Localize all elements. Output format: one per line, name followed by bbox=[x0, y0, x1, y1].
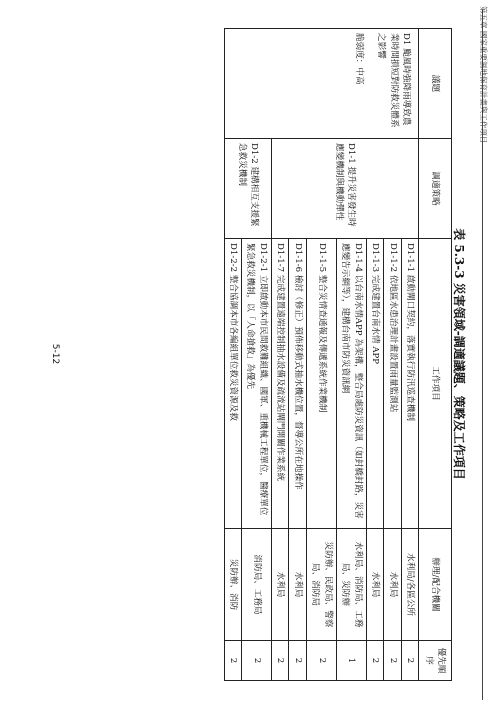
work-item: D1-1-5 整合災情查通報及傳遞系統作業機制 bbox=[306, 239, 336, 529]
header-row bbox=[419, 29, 452, 681]
table-caption: 表 5.3-3 災害領域-調適議題、策略及工作項目 bbox=[452, 228, 466, 480]
priority-cell: 1 bbox=[336, 641, 366, 681]
priority-cell: 2 bbox=[289, 641, 306, 681]
strategy-cell: D1-2 建構相互支援緊急救災機制 bbox=[224, 139, 271, 239]
strategy-cell: D1-1 提升災害發生時應變機制與機動彈性 bbox=[271, 139, 418, 239]
issue-cell bbox=[224, 29, 418, 139]
agency-cell: 水利局、消防局、工務局、災防辦 bbox=[336, 529, 366, 641]
priority-cell: 2 bbox=[401, 641, 418, 681]
agency-cell: 消防局、工務局 bbox=[242, 529, 272, 641]
header-agency: 辦理/配合機關 bbox=[419, 529, 452, 641]
priority-cell: 2 bbox=[306, 641, 336, 681]
agency-cell: 水利局/各區公所 bbox=[401, 529, 418, 641]
work-item: D1-1-2 依地區水患治理計畫設置雨量監測站 bbox=[384, 239, 401, 529]
rotated-page bbox=[20, 24, 470, 684]
agency-cell: 水利局 bbox=[366, 529, 383, 641]
work-item: D1-1-4 以台南水情APP 為架構，整合局處防災資訊（如封橋封路，災害應變告示網等），建構台南市防災資訊網 bbox=[336, 239, 366, 529]
priority-cell: 2 bbox=[224, 641, 241, 681]
priority-cell: 2 bbox=[242, 641, 272, 681]
strategy-table bbox=[224, 28, 452, 681]
agency-cell: 水利局 bbox=[384, 529, 401, 641]
header-priority: 優先順序 bbox=[419, 641, 452, 681]
work-item: D1-2-1 立即啟動本市民間救難組織、國軍、重機械工程單位，醫療單位緊急救災機制，以「人命搶救」為優先 bbox=[242, 239, 272, 529]
priority-cell: 2 bbox=[271, 641, 288, 681]
agency-cell: 災防辦、民政局、警察局、消防局 bbox=[306, 529, 336, 641]
priority-cell: 2 bbox=[366, 641, 383, 681]
work-item: D1-1-6 檢討（修正）預佈移動式抽水機位置，督導公所在地操作 bbox=[289, 239, 306, 529]
work-item: D1-1-7 完成建置遠端控制抽水設備及疏流站閘門開關作業系統 bbox=[271, 239, 288, 529]
header-issue: 議題 bbox=[419, 29, 452, 139]
work-item: D1-2-2 整合協調本市各編組單位救災資源及救 bbox=[224, 239, 241, 529]
issue-text: D1 颱風時強降雨導致農業時間損短對防救災體系之影響 bbox=[376, 33, 411, 128]
priority-cell: 2 bbox=[384, 641, 401, 681]
work-item: D1-1-3 完成建置台南水情 APP bbox=[366, 239, 383, 529]
table-row bbox=[401, 29, 418, 681]
running-header-text: 第五章 國家重要濕地保育計畫與工作項目 bbox=[479, 6, 488, 144]
page-number: 5-12 bbox=[50, 343, 60, 365]
agency-cell: 水利局 bbox=[289, 529, 306, 641]
header-work: 工作項目 bbox=[419, 239, 452, 529]
header-strategy: 調適策略 bbox=[419, 139, 452, 239]
running-header bbox=[476, 0, 500, 707]
work-item: D1-1-1 啟動閘口契約，落實執行防汛巡查機制 bbox=[401, 239, 418, 529]
agency-cell: 水利局 bbox=[271, 529, 288, 641]
agency-cell: 災防辦、消防 bbox=[224, 529, 241, 641]
vulnerability-text: 脆弱度：中高 bbox=[353, 33, 364, 85]
